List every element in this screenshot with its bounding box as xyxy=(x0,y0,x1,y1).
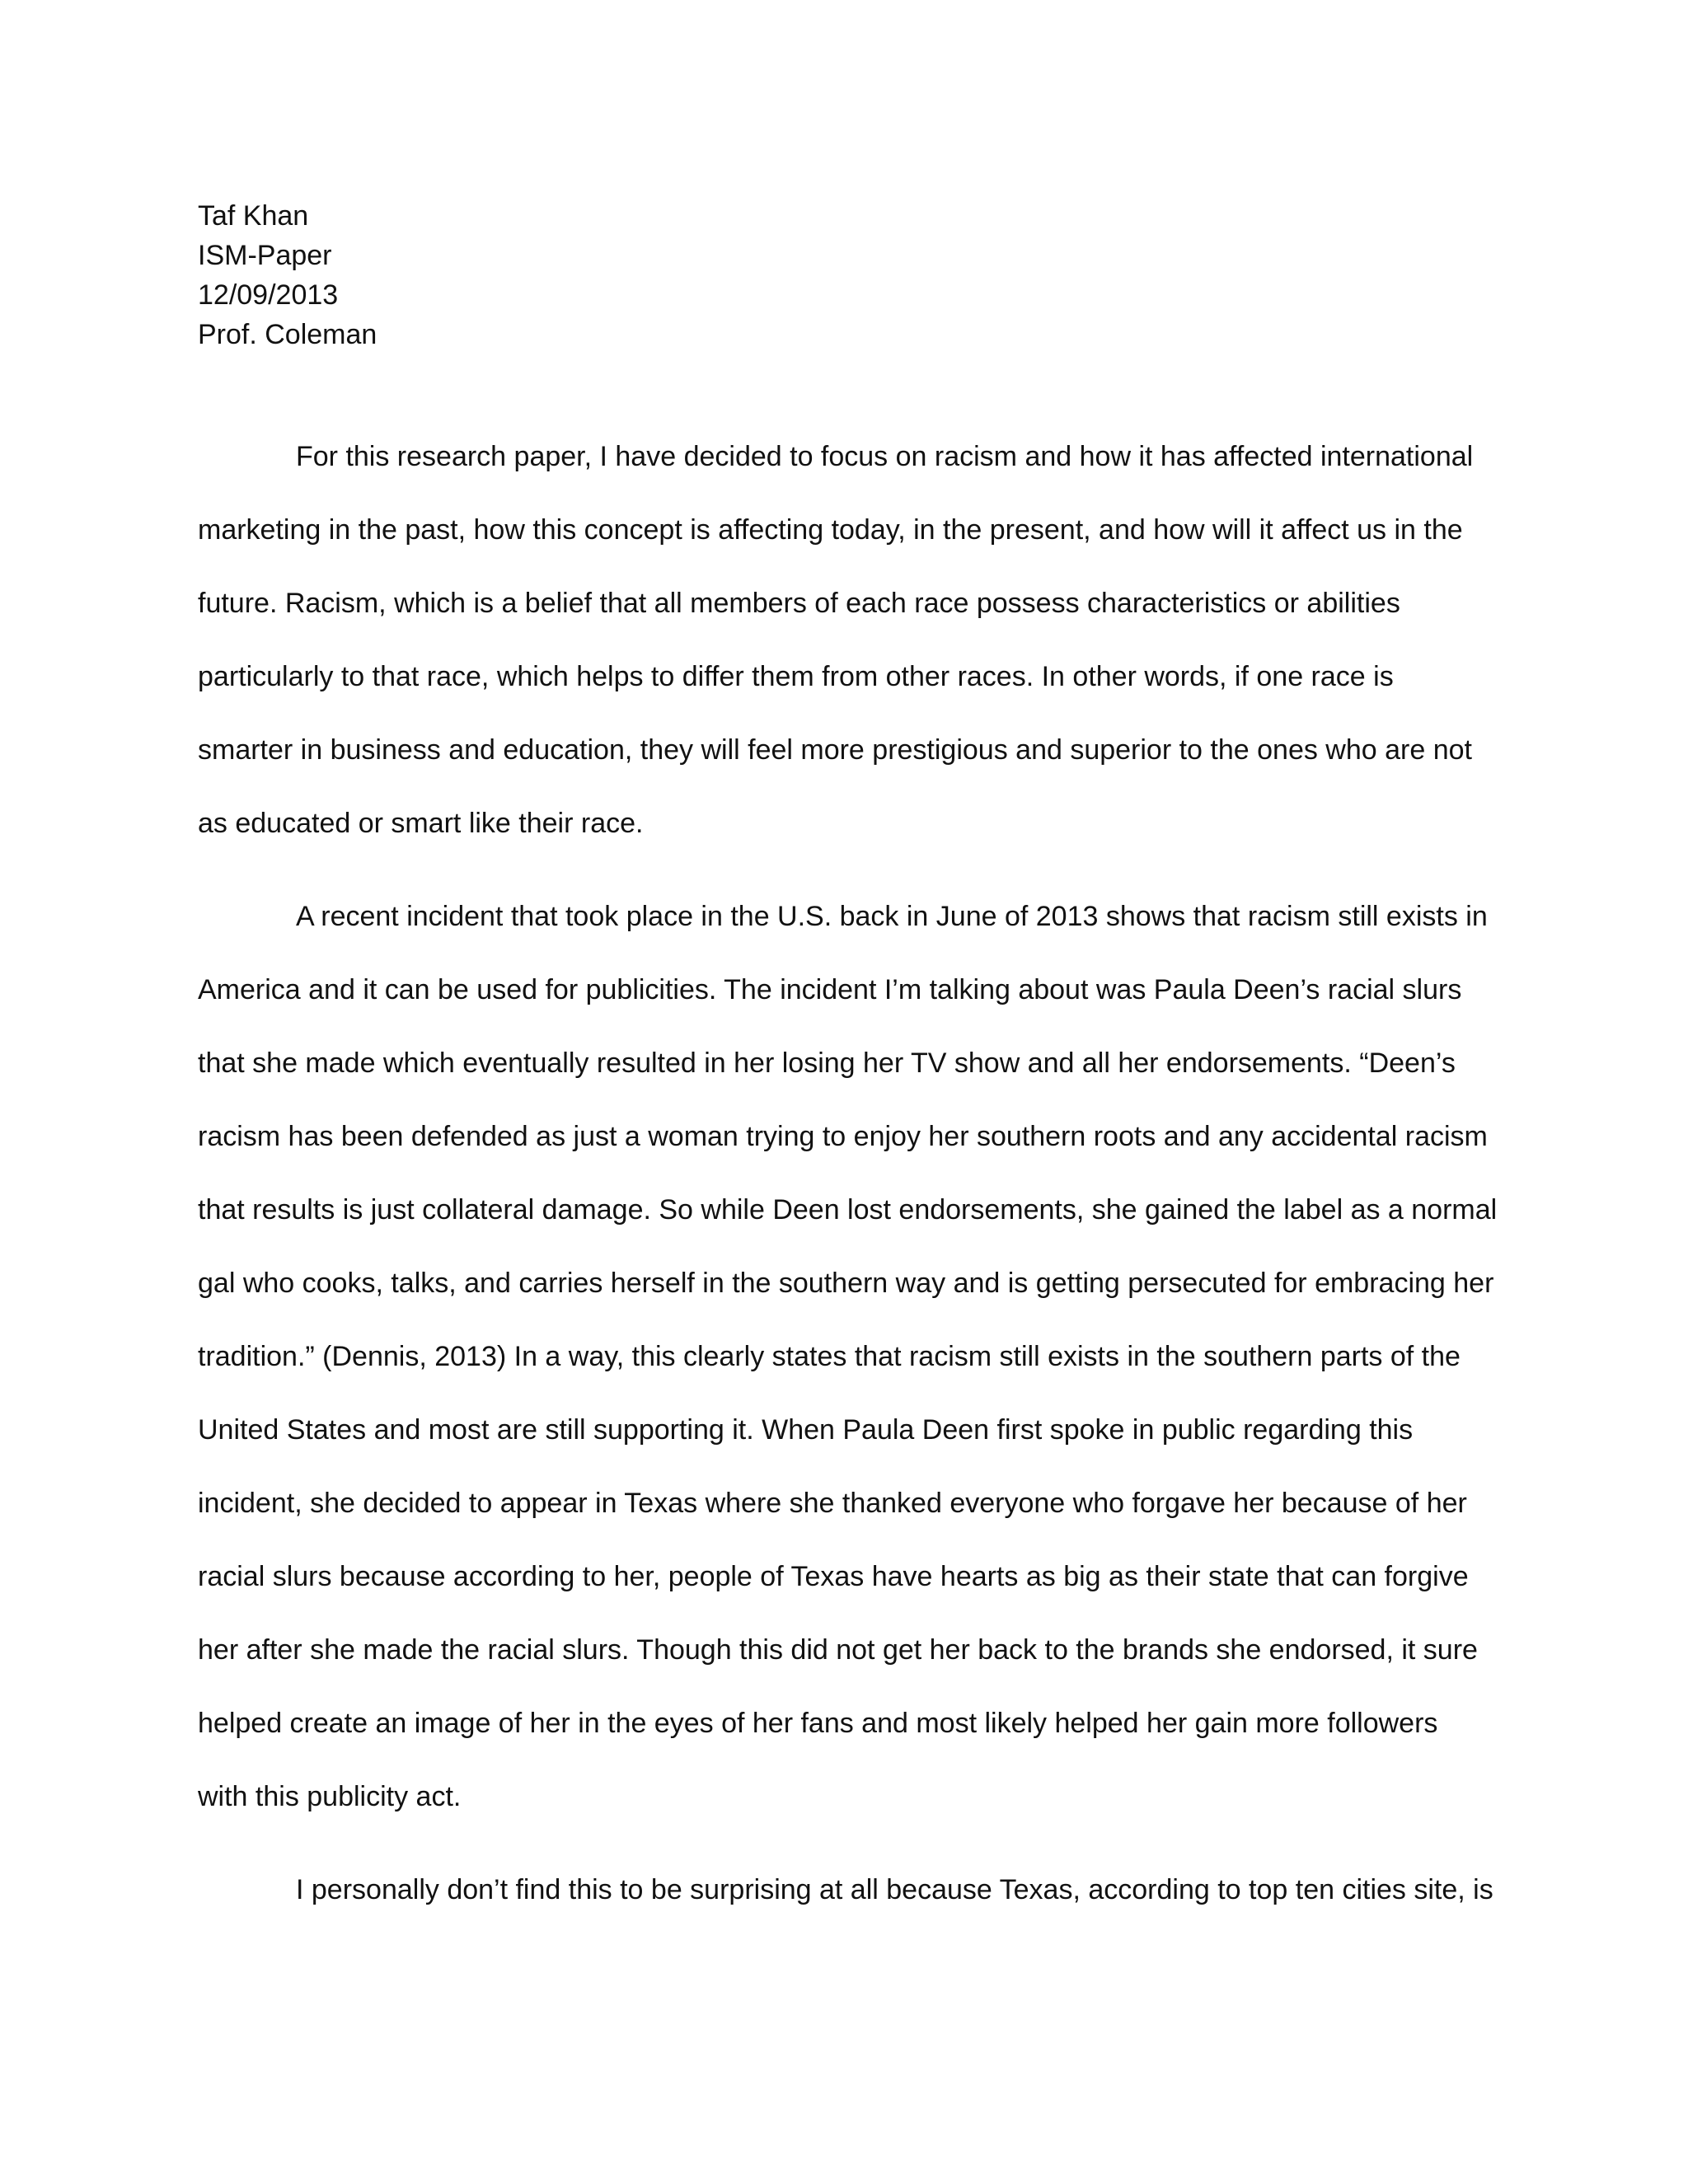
text-line: marketing in the past, how this concept is affecting today, in the present, and how will it affect us in the xyxy=(198,514,1463,546)
text-line: smarter in business and education, they will feel more prestigious and superior to the ones who are not xyxy=(198,734,1472,766)
text-line: helped create an image of her in the eyes of her fans and most likely helped her gain more followers xyxy=(198,1708,1438,1739)
paper-header xyxy=(198,196,377,354)
text-line: with this publicity act. xyxy=(198,1781,462,1812)
text-line: A recent incident that took place in the U.S. back in June of 2013 shows that racism still exists in xyxy=(296,901,1488,932)
text-line: racial slurs because according to her, people of Texas have hearts as big as their state that can forgive xyxy=(198,1561,1469,1592)
text-line: For this research paper, I have decided to focus on racism and how it has affected international xyxy=(296,441,1474,472)
text-line: United States and most are still supporting it. When Paula Deen first spoke in public regarding this xyxy=(198,1414,1414,1446)
text-line: future. Racism, which is a belief that all members of each race possess characteristics or abilities xyxy=(198,588,1400,619)
text-line: America and it can be used for publicities. The incident I’m talking about was Paula Deen’s racial slurs xyxy=(198,974,1462,1005)
text-line: that she made which eventually resulted in her losing her TV show and all her endorsements. “Deen’s xyxy=(198,1047,1456,1079)
text-line: I personally don’t find this to be surprising at all because Texas, according to top ten cities site, is xyxy=(296,1874,1493,1905)
text-line: her after she made the racial slurs. Though this did not get her back to the brands she endorsed, it sure xyxy=(198,1634,1478,1666)
text-line: as educated or smart like their race. xyxy=(198,808,644,839)
text-line: particularly to that race, which helps to differ them from other races. In other words, if one race is xyxy=(198,661,1394,692)
text-line: incident, she decided to appear in Texas where she thanked everyone who forgave her because of her xyxy=(198,1488,1467,1519)
text-line: that results is just collateral damage. So while Deen lost endorsements, she gained the label as a normal xyxy=(198,1194,1498,1226)
text-line: gal who cooks, talks, and carries herself in the southern way and is getting persecuted for embracing her xyxy=(198,1268,1494,1299)
text-line: tradition.” (Dennis, 2013) In a way, this clearly states that racism still exists in the southern parts of the xyxy=(198,1341,1461,1372)
text-line: racism has been defended as just a woman trying to enjoy her southern roots and any accidental racism xyxy=(198,1121,1488,1152)
paper-date: 12/09/2013 xyxy=(198,279,339,311)
author-name: Taf Khan xyxy=(198,200,309,232)
instructor-name: Prof. Coleman xyxy=(198,319,377,350)
course-name: ISM-Paper xyxy=(198,240,332,271)
